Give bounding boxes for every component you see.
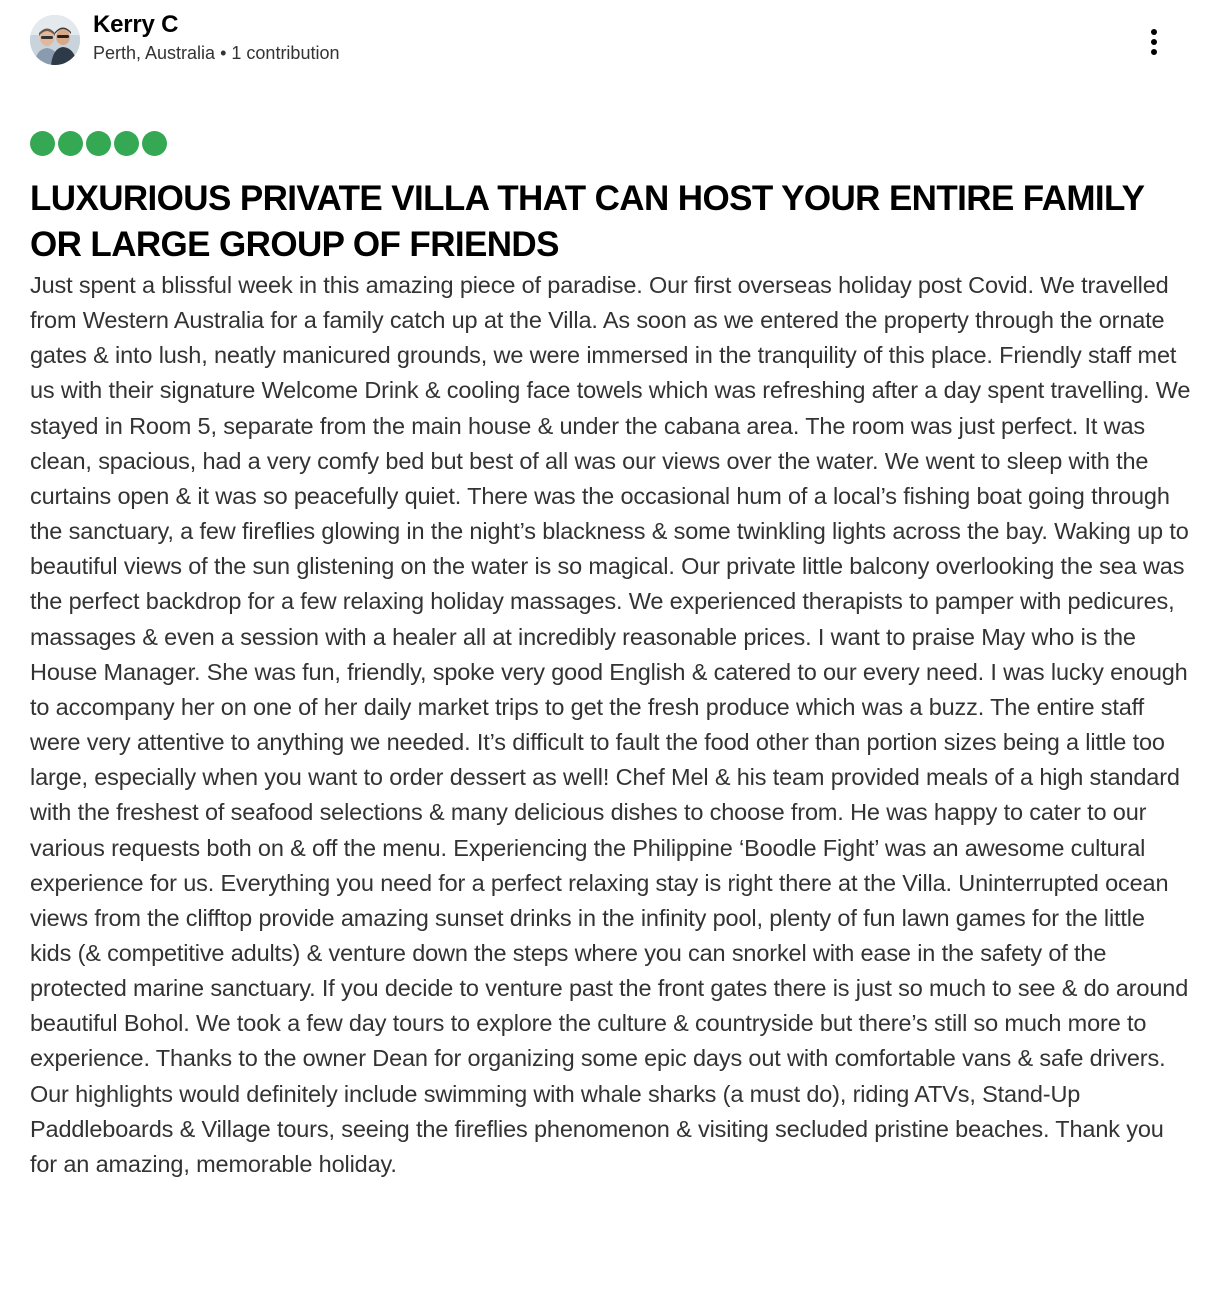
more-dot	[1151, 29, 1157, 35]
rating-bubble-icon	[86, 131, 111, 156]
rating-bubbles	[30, 131, 170, 156]
reviewer-details	[93, 41, 339, 65]
more-options-vertical-icon	[1151, 27, 1157, 57]
avatar-photo	[30, 15, 80, 65]
rating-bubble-icon	[30, 131, 55, 156]
review-title[interactable]: LUXURIOUS PRIVATE VILLA THAT CAN HOST YOUR ENTIRE FAMILY OR LARGE GROUP OF FRIENDS	[30, 179, 1144, 264]
rating-bubble-icon	[114, 131, 139, 156]
rating-bubble-icon	[142, 131, 167, 156]
review-body: Just spent a blissful week in this amazing piece of paradise. Our first overseas holiday post Covid. We travelled from Western Australia for a family catch up at the Villa. As soon as we entered the property through the ornate gates & into lush, neatly manicured grounds, we were immersed in the tranquility of this place. Friendly staff met us with their signature Welcome Drink & cooling face towels which was refreshing after a day spent travelling. We stayed in Room 5, separate from the main house & under the cabana area. The room was just perfect. It was clean, spacious, had a very comfy bed but best of all was our views over the water. We went to sleep with the curtains open & it was so peacefully quiet. There was the occasional hum of a local’s fishing boat going through the sanctuary, a few fireflies glowing in the night’s blackness & some twinkling lights across the bay. Waking up to beautiful views of the sun glistening on the water is so magical. Our private little balcony overlooking the sea was the perfect backdrop for a few relaxing holiday massages. We experienced therapists to pamper with pedicures, massages & even a session with a healer all at incredibly reasonable prices. I want to praise May who is the House Manager. She was fun, friendly, spoke very good English & catered to our every need. I was lucky enough to accompany her on one of her daily market trips to get the fresh produce which was a buzz. The entire staff were very attentive to anything we needed. It’s difficult to fault the food other than portion sizes being a little too large, especially when you want to order dessert as well! Chef Mel & his team provided meals of a high standard with the freshest of seafood selections & many delicious dishes to choose from. He was happy to cater to our various requests both on & off the menu. Experiencing the Philippine ‘Boodle Fight’ was an awesome cultural experience for us. Everything you need for a perfect relaxing stay is right there at the Villa. Uninterrupted ocean views from the clifftop provide amazing sunset drinks in the infinity pool, plenty of fun lawn games for the little kids (& competitive adults) & venture down the steps where you can snorkel with ease in the safety of the protected marine sanctuary. If you decide to venture past the front gates there is just so much to see & do around beautiful Bohol. We took a few day tours to explore the culture & countryside but there’s still so much more to experience. Thanks to the owner Dean for organizing some epic days out with comfortable vans & safe drivers. Our highlights would definitely include swimming with whale sharks (a must do), riding ATVs, Stand-Up Paddleboards & Village tours, seeing the fireflies phenomenon & visiting secluded pristine beaches. Thank you for an amazing, memorable holiday.	[30, 272, 1191, 1177]
more-dot	[1151, 49, 1157, 55]
reviewer-meta	[93, 10, 339, 65]
avatar[interactable]	[30, 15, 80, 65]
rating-bubble-icon	[58, 131, 83, 156]
reviewer-header	[30, 11, 340, 65]
reviewer-contributions: 1 contribution	[231, 43, 340, 63]
bottom-fade	[0, 1250, 1206, 1298]
meta-separator: •	[220, 43, 227, 63]
more-options-button[interactable]	[1136, 22, 1172, 62]
more-dot	[1151, 39, 1157, 45]
reviewer-location: Perth, Australia	[93, 43, 216, 63]
reviewer-name[interactable]: Kerry C	[93, 11, 179, 38]
